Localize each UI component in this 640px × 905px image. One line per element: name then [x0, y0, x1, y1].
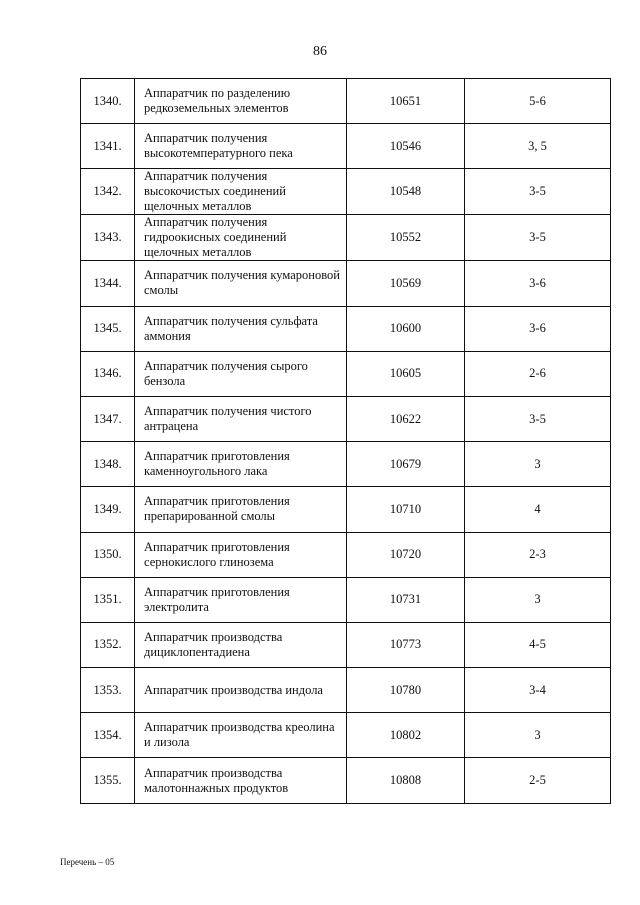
profession-table	[80, 78, 611, 804]
profession-name: Аппаратчик получения чистого антрацена	[135, 396, 347, 441]
grade-range: 3-5	[465, 396, 611, 441]
profession-name: Аппаратчик получения сульфата аммония	[135, 306, 347, 351]
row-number: 1352.	[81, 622, 135, 667]
table-row	[81, 351, 611, 396]
profession-code: 10605	[347, 351, 465, 396]
table-row	[81, 442, 611, 487]
grade-range: 4-5	[465, 622, 611, 667]
grade-range: 2-5	[465, 758, 611, 803]
row-number: 1346.	[81, 351, 135, 396]
profession-name: Аппаратчик приготовления электролита	[135, 577, 347, 622]
table-row	[81, 487, 611, 532]
table-body	[81, 79, 611, 804]
profession-name: Аппаратчик приготовления препарированной смолы	[135, 487, 347, 532]
profession-code: 10731	[347, 577, 465, 622]
profession-code: 10622	[347, 396, 465, 441]
row-number: 1354.	[81, 713, 135, 758]
grade-range: 3, 5	[465, 124, 611, 169]
row-number: 1353.	[81, 668, 135, 713]
profession-code: 10548	[347, 169, 465, 215]
profession-code: 10651	[347, 79, 465, 124]
profession-code: 10552	[347, 215, 465, 261]
row-number: 1351.	[81, 577, 135, 622]
table-row	[81, 261, 611, 306]
table-row	[81, 124, 611, 169]
grade-range: 3-4	[465, 668, 611, 713]
profession-code: 10710	[347, 487, 465, 532]
profession-name: Аппаратчик по разделению редкоземельных элементов	[135, 79, 347, 124]
row-number: 1348.	[81, 442, 135, 487]
profession-name: Аппаратчик производства креолина и лизола	[135, 713, 347, 758]
row-number: 1342.	[81, 169, 135, 215]
profession-name: Аппаратчик получения высокотемпературного пека	[135, 124, 347, 169]
row-number: 1349.	[81, 487, 135, 532]
profession-code: 10679	[347, 442, 465, 487]
footer-label: Перечень – 05	[60, 857, 115, 867]
grade-range: 3-6	[465, 261, 611, 306]
table-row	[81, 532, 611, 577]
grade-range: 3	[465, 577, 611, 622]
profession-code: 10802	[347, 713, 465, 758]
profession-code: 10600	[347, 306, 465, 351]
grade-range: 3-6	[465, 306, 611, 351]
profession-name: Аппаратчик получения гидроокисных соединений щелочных металлов	[135, 215, 347, 261]
profession-name: Аппаратчик приготовления сернокислого глинозема	[135, 532, 347, 577]
grade-range: 3	[465, 713, 611, 758]
profession-code: 10780	[347, 668, 465, 713]
table-row	[81, 713, 611, 758]
profession-name: Аппаратчик производства малотоннажных продуктов	[135, 758, 347, 803]
row-number: 1355.	[81, 758, 135, 803]
profession-code: 10569	[347, 261, 465, 306]
profession-name: Аппаратчик получения высокочистых соединений щелочных металлов	[135, 169, 347, 215]
page-number: 86	[313, 44, 327, 59]
grade-range: 2-6	[465, 351, 611, 396]
profession-code: 10773	[347, 622, 465, 667]
table-row	[81, 79, 611, 124]
row-number: 1343.	[81, 215, 135, 261]
grade-range: 5-6	[465, 79, 611, 124]
profession-name: Аппаратчик получения сырого бензола	[135, 351, 347, 396]
row-number: 1344.	[81, 261, 135, 306]
grade-range: 3-5	[465, 169, 611, 215]
row-number: 1350.	[81, 532, 135, 577]
table-row	[81, 215, 611, 261]
profession-code: 10546	[347, 124, 465, 169]
grade-range: 4	[465, 487, 611, 532]
grade-range: 3	[465, 442, 611, 487]
table-row	[81, 622, 611, 667]
grade-range: 2-3	[465, 532, 611, 577]
table-row	[81, 396, 611, 441]
profession-name: Аппаратчик приготовления каменноугольного лака	[135, 442, 347, 487]
profession-code: 10720	[347, 532, 465, 577]
row-number: 1340.	[81, 79, 135, 124]
table-row	[81, 169, 611, 215]
row-number: 1347.	[81, 396, 135, 441]
table-row	[81, 668, 611, 713]
row-number: 1345.	[81, 306, 135, 351]
profession-code: 10808	[347, 758, 465, 803]
profession-name: Аппаратчик производства индола	[135, 668, 347, 713]
table-row	[81, 306, 611, 351]
table-row	[81, 758, 611, 803]
profession-name: Аппаратчик производства дициклопентадиена	[135, 622, 347, 667]
table-row	[81, 577, 611, 622]
row-number: 1341.	[81, 124, 135, 169]
profession-name: Аппаратчик получения кумароновой смолы	[135, 261, 347, 306]
grade-range: 3-5	[465, 215, 611, 261]
